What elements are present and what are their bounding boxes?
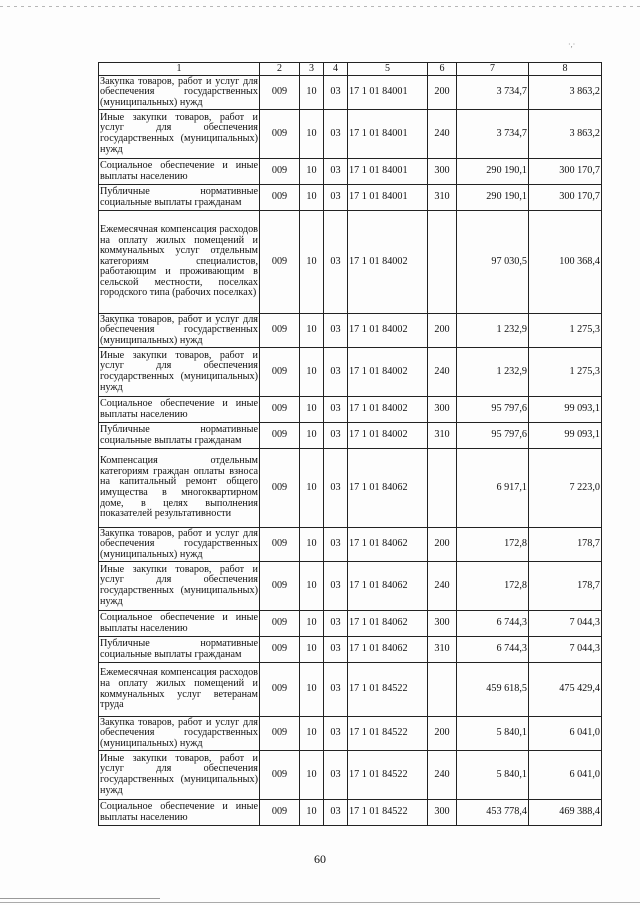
expense-type-code: 310 [428, 423, 457, 449]
section-code: 10 [300, 528, 324, 562]
subsection-code: 03 [324, 751, 348, 800]
subsection-code: 03 [324, 800, 348, 826]
section-code: 10 [300, 637, 324, 663]
subsection-code: 03 [324, 611, 348, 637]
target-article-code: 17 1 01 84002 [348, 348, 428, 397]
table-row [99, 663, 602, 717]
subsection-code: 03 [324, 76, 348, 110]
amount-year-2: 1 275,3 [529, 348, 602, 397]
item-name: Иные закупки товаров, работ и услуг для обеспечения государственных (муниципальных) нужд [99, 562, 260, 611]
item-name: Закупка товаров, работ и услуг для обеспечения государственных (муниципальных) нужд [100, 716, 258, 749]
target-article-code: 17 1 01 84002 [348, 423, 428, 449]
expense-type-code: 240 [428, 562, 457, 611]
expense-type-code: 200 [428, 76, 457, 110]
target-article-code: 17 1 01 84522 [348, 800, 428, 826]
column-number-6: 6 [428, 63, 457, 76]
table-row [99, 611, 602, 637]
subsection-code: 03 [324, 110, 348, 159]
expense-type-code: 310 [428, 637, 457, 663]
target-article-code: 17 1 01 84522 [348, 751, 428, 800]
table-row [99, 110, 602, 159]
expense-type-code: 200 [428, 314, 457, 348]
amount-year-1: 95 797,6 [457, 397, 529, 423]
amount-year-2: 7 044,3 [529, 611, 602, 637]
amount-year-2: 99 093,1 [529, 397, 602, 423]
expense-type-code: 200 [428, 717, 457, 751]
grbs-code: 009 [260, 562, 300, 611]
grbs-code: 009 [260, 611, 300, 637]
table-row [99, 423, 602, 449]
item-name: Публичные нормативные социальные выплаты гражданам [99, 637, 260, 663]
target-article-code: 17 1 01 84062 [348, 528, 428, 562]
subsection-code: 03 [324, 185, 348, 211]
section-code: 10 [300, 314, 324, 348]
table-row [99, 76, 602, 110]
grbs-code: 009 [260, 76, 300, 110]
item-name: Иные закупки товаров, работ и услуг для обеспечения государственных (муниципальных) нужд [99, 110, 260, 159]
column-number-1: 1 [99, 63, 260, 76]
table-row [99, 314, 602, 348]
section-code: 10 [300, 449, 324, 528]
item-name: Публичные нормативные социальные выплаты гражданам [99, 185, 260, 211]
subsection-code: 03 [324, 314, 348, 348]
target-article-code: 17 1 01 84001 [348, 110, 428, 159]
grbs-code: 009 [260, 423, 300, 449]
amount-year-2: 99 093,1 [529, 423, 602, 449]
expense-type-code: 300 [428, 611, 457, 637]
amount-year-2: 178,7 [529, 528, 602, 562]
subsection-code: 03 [324, 637, 348, 663]
table-row [99, 800, 602, 826]
section-code: 10 [300, 159, 324, 185]
target-article-code: 17 1 01 84062 [348, 562, 428, 611]
section-code: 10 [300, 717, 324, 751]
subsection-code: 03 [324, 397, 348, 423]
amount-year-2: 300 170,7 [529, 185, 602, 211]
grbs-code: 009 [260, 159, 300, 185]
amount-year-2: 178,7 [529, 562, 602, 611]
table-row [99, 637, 602, 663]
amount-year-1: 290 190,1 [457, 185, 529, 211]
subsection-code: 03 [324, 348, 348, 397]
target-article-code: 17 1 01 84062 [348, 611, 428, 637]
column-number-3: 3 [300, 63, 324, 76]
item-name: Ежемесячная компенсация расходов на оплату жилых помещений и коммунальных услуг ветеранам труда [99, 663, 260, 717]
amount-year-1: 5 840,1 [457, 751, 529, 800]
grbs-code: 009 [260, 751, 300, 800]
target-article-code: 17 1 01 84522 [348, 717, 428, 751]
scan-edge-mark [0, 898, 160, 899]
amount-year-1: 459 618,5 [457, 663, 529, 717]
amount-year-1: 3 734,7 [457, 110, 529, 159]
target-article-code: 17 1 01 84522 [348, 663, 428, 717]
table-row [99, 348, 602, 397]
table-body [99, 76, 602, 826]
expense-type-code [428, 211, 457, 314]
target-article-code: 17 1 01 84002 [348, 211, 428, 314]
amount-year-1: 95 797,6 [457, 423, 529, 449]
table-row [99, 159, 602, 185]
amount-year-2: 7 044,3 [529, 637, 602, 663]
expense-type-code: 310 [428, 185, 457, 211]
item-name: Иные закупки товаров, работ и услуг для обеспечения государственных (муниципальных) нужд [99, 348, 260, 397]
amount-year-2: 100 368,4 [529, 211, 602, 314]
target-article-code: 17 1 01 84002 [348, 314, 428, 348]
subsection-code: 03 [324, 211, 348, 314]
page-number: 60 [314, 852, 326, 866]
item-name: Социальное обеспечение и иные выплаты населению [99, 159, 260, 185]
item-name: Социальное обеспечение и иные выплаты населению [99, 800, 260, 826]
amount-year-2: 475 429,4 [529, 663, 602, 717]
table-header-row [99, 63, 602, 76]
scan-bottom-edge [0, 902, 640, 903]
amount-year-2: 3 863,2 [529, 76, 602, 110]
column-number-4: 4 [324, 63, 348, 76]
expense-type-code: 240 [428, 110, 457, 159]
section-code: 10 [300, 348, 324, 397]
target-article-code: 17 1 01 84001 [348, 185, 428, 211]
expense-type-code: 240 [428, 348, 457, 397]
grbs-code: 009 [260, 348, 300, 397]
grbs-code: 009 [260, 110, 300, 159]
target-article-code: 17 1 01 84001 [348, 159, 428, 185]
target-article-code: 17 1 01 84062 [348, 637, 428, 663]
subsection-code: 03 [324, 717, 348, 751]
item-name: Закупка товаров, работ и услуг для обеспечения государственных (муниципальных) нужд [100, 313, 258, 346]
grbs-code: 009 [260, 185, 300, 211]
amount-year-2: 469 388,4 [529, 800, 602, 826]
item-name: Ежемесячная компенсация расходов на оплату жилых помещений и коммунальных услуг отдельным категориям специалистов, работающим и проживающим в сельской местности, поселках городского типа (рабочих поселках) [99, 211, 260, 314]
amount-year-1: 1 232,9 [457, 314, 529, 348]
item-name: Компенсация отдельным категориям граждан оплаты взноса на капитальный ремонт общего имущества в многоквартирном доме, в целях выполнения показателей результативности [99, 449, 260, 528]
expense-type-code [428, 663, 457, 717]
subsection-code: 03 [324, 449, 348, 528]
section-code: 10 [300, 663, 324, 717]
section-code: 10 [300, 611, 324, 637]
table-row [99, 211, 602, 314]
amount-year-2: 6 041,0 [529, 717, 602, 751]
section-code: 10 [300, 110, 324, 159]
budget-table [98, 62, 602, 826]
table-row [99, 449, 602, 528]
table-row [99, 717, 602, 751]
section-code: 10 [300, 397, 324, 423]
amount-year-2: 3 863,2 [529, 110, 602, 159]
item-name: Закупка товаров, работ и услуг для обеспечения государственных (муниципальных) нужд [100, 527, 258, 560]
column-number-8: 8 [529, 63, 602, 76]
section-code: 10 [300, 800, 324, 826]
item-name: Иные закупки товаров, работ и услуг для обеспечения государственных (муниципальных) нужд [99, 751, 260, 800]
grbs-code: 009 [260, 211, 300, 314]
amount-year-1: 1 232,9 [457, 348, 529, 397]
item-name: Закупка товаров, работ и услуг для обеспечения государственных (муниципальных) нужд [100, 75, 258, 108]
item-name: Социальное обеспечение и иные выплаты населению [99, 397, 260, 423]
subsection-code: 03 [324, 528, 348, 562]
grbs-code: 009 [260, 449, 300, 528]
subsection-code: 03 [324, 663, 348, 717]
grbs-code: 009 [260, 528, 300, 562]
section-code: 10 [300, 562, 324, 611]
subsection-code: 03 [324, 159, 348, 185]
amount-year-1: 3 734,7 [457, 76, 529, 110]
scan-mark: ·,· [568, 40, 576, 49]
target-article-code: 17 1 01 84001 [348, 76, 428, 110]
table-row [99, 185, 602, 211]
expense-type-code: 300 [428, 159, 457, 185]
amount-year-1: 172,8 [457, 528, 529, 562]
grbs-code: 009 [260, 314, 300, 348]
target-article-code: 17 1 01 84062 [348, 449, 428, 528]
amount-year-1: 172,8 [457, 562, 529, 611]
subsection-code: 03 [324, 423, 348, 449]
expense-type-code: 200 [428, 528, 457, 562]
section-code: 10 [300, 185, 324, 211]
section-code: 10 [300, 76, 324, 110]
amount-year-2: 300 170,7 [529, 159, 602, 185]
table-row [99, 528, 602, 562]
column-number-7: 7 [457, 63, 529, 76]
amount-year-1: 6 917,1 [457, 449, 529, 528]
grbs-code: 009 [260, 397, 300, 423]
amount-year-1: 6 744,3 [457, 637, 529, 663]
expense-type-code: 300 [428, 800, 457, 826]
table-row [99, 751, 602, 800]
amount-year-2: 1 275,3 [529, 314, 602, 348]
table-row [99, 562, 602, 611]
subsection-code: 03 [324, 562, 348, 611]
expense-type-code: 240 [428, 751, 457, 800]
grbs-code: 009 [260, 717, 300, 751]
section-code: 10 [300, 423, 324, 449]
amount-year-1: 6 744,3 [457, 611, 529, 637]
table-row [99, 397, 602, 423]
item-name: Социальное обеспечение и иные выплаты населению [99, 611, 260, 637]
column-number-5: 5 [348, 63, 428, 76]
section-code: 10 [300, 751, 324, 800]
amount-year-1: 290 190,1 [457, 159, 529, 185]
column-number-2: 2 [260, 63, 300, 76]
item-name: Публичные нормативные социальные выплаты гражданам [99, 423, 260, 449]
grbs-code: 009 [260, 637, 300, 663]
expense-type-code: 300 [428, 397, 457, 423]
target-article-code: 17 1 01 84002 [348, 397, 428, 423]
amount-year-1: 453 778,4 [457, 800, 529, 826]
amount-year-2: 6 041,0 [529, 751, 602, 800]
expense-type-code [428, 449, 457, 528]
amount-year-1: 97 030,5 [457, 211, 529, 314]
section-code: 10 [300, 211, 324, 314]
amount-year-1: 5 840,1 [457, 717, 529, 751]
scan-top-edge [0, 6, 640, 7]
amount-year-2: 7 223,0 [529, 449, 602, 528]
grbs-code: 009 [260, 663, 300, 717]
grbs-code: 009 [260, 800, 300, 826]
